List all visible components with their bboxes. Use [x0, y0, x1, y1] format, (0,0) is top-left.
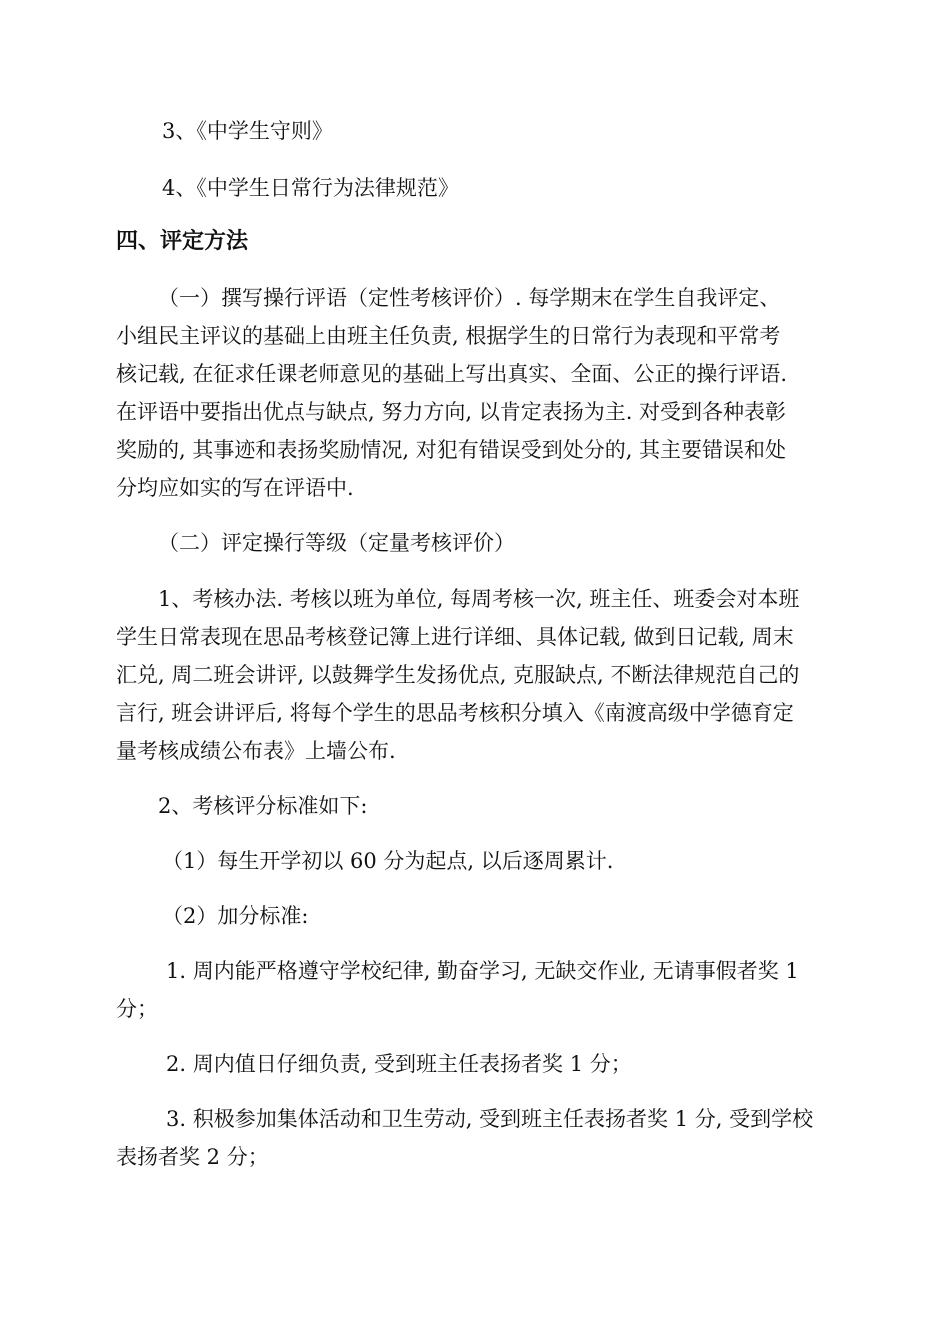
paragraph-line: 核记载, 在征求任课老师意见的基础上写出真实、全面、公正的操行评语.: [116, 362, 788, 386]
paragraph-line: 奖励的, 其事迹和表扬奖励情况, 对犯有错误受到处分的, 其主要错误和处: [116, 438, 787, 462]
paragraph-line: 1、考核办法. 考核以班为单位, 每周考核一次, 班主任、班委会对本班: [158, 587, 800, 611]
paragraph-line: 分均应如实的写在评语中.: [116, 476, 354, 500]
list-item-4: 4、《中学生日常行为法律规范》: [162, 176, 459, 200]
rule-line: 表扬者奖 2 分；: [116, 1145, 269, 1169]
paragraph-line: 小组民主评议的基础上由班主任负责, 根据学生的日常行为表现和平常考: [116, 324, 781, 348]
paragraph-line: 言行, 班会讲评后, 将每个学生的思品考核积分填入《南渡高级中学德育定: [116, 701, 794, 725]
subsection-heading: （二）评定操行等级（定量考核评价）: [158, 531, 515, 555]
paragraph-line: （2）加分标准:: [162, 904, 309, 928]
paragraph-line: 2、考核评分标准如下:: [158, 794, 368, 818]
paragraph-line: （1）每生开学初以 60 分为起点, 以后逐周累计.: [162, 849, 614, 873]
list-item-3: 3、《中学生守则》: [162, 119, 333, 143]
rule-line: 分；: [116, 997, 158, 1021]
rule-line: 1. 周内能严格遵守学校纪律, 勤奋学习, 无缺交作业, 无请事假者奖 1: [166, 959, 799, 983]
paragraph-line: 量考核成绩公布表》上墙公布.: [116, 739, 396, 763]
rule-line: 3. 积极参加集体活动和卫生劳动, 受到班主任表扬者奖 1 分, 受到学校: [166, 1107, 814, 1131]
rule-line: 2. 周内值日仔细负责, 受到班主任表扬者奖 1 分；: [166, 1052, 632, 1076]
paragraph-line: 学生日常表现在思品考核登记簿上进行详细、具体记载, 做到日记载, 周末: [116, 625, 794, 649]
paragraph-line: 汇兑, 周二班会讲评, 以鼓舞学生发扬优点, 克服缺点, 不断法律规范自己的: [116, 663, 800, 687]
paragraph-line: （一）撰写操行评语（定性考核评价）. 每学期末在学生自我评定、: [158, 286, 781, 310]
paragraph-line: 在评语中要指出优点与缺点, 努力方向, 以肯定表扬为主. 对受到各种表彰: [116, 400, 787, 424]
section-heading: 四、评定方法: [116, 229, 249, 254]
